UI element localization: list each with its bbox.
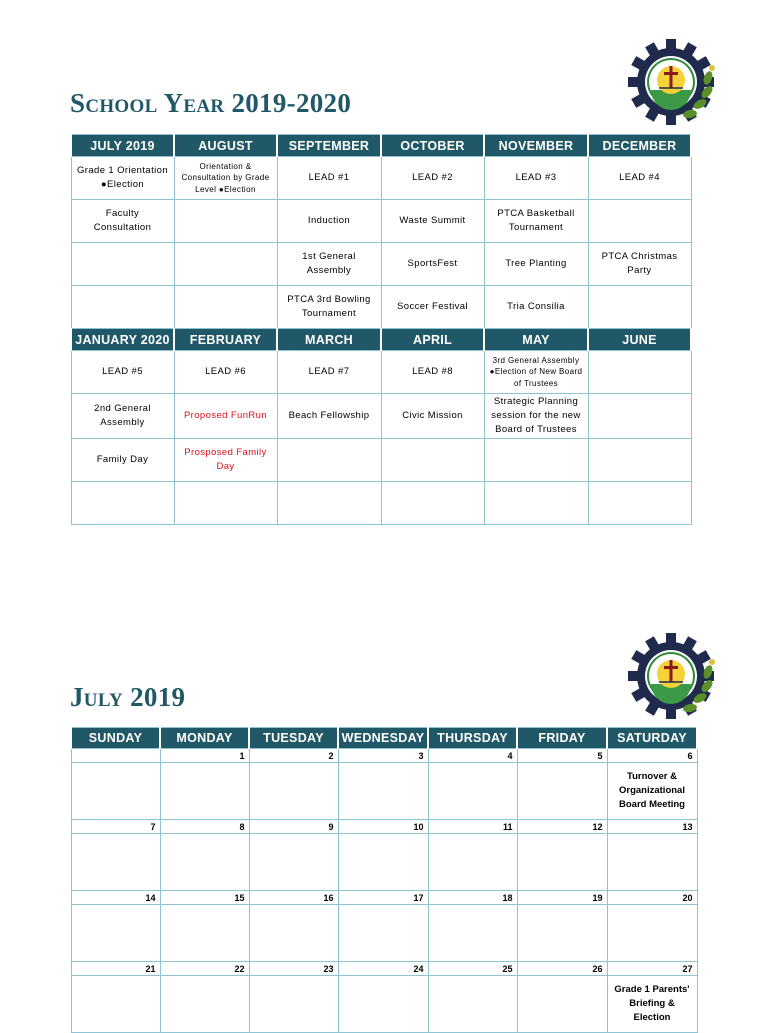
date-row [71,820,697,834]
event-cell: Orientation & Consultation by Grade Level ●Election [174,157,277,200]
school-logo [628,632,718,720]
event-cell: Tria Consilia [484,286,588,329]
weekday-header: TUESDAY [249,728,338,749]
event-cell [174,243,277,286]
month-header: JANUARY 2020 [71,329,174,351]
date-row [71,891,697,905]
july-calendar [70,727,698,1033]
event-cell: PTCA Christmas Party [588,243,691,286]
event-cell [277,482,381,525]
date-number: 10 [338,820,428,834]
date-number: 18 [428,891,517,905]
day-event [338,834,428,891]
event-cell: Beach Fellowship [277,394,381,439]
weekday-header: SATURDAY [607,728,697,749]
day-event [249,763,338,820]
day-event [160,763,249,820]
event-cell [588,200,691,243]
month-header: SEPTEMBER [277,135,381,157]
day-event: Grade 1 Parents' Briefing & Election [607,976,697,1033]
event-cell: PTCA 3rd Bowling Tournament [277,286,381,329]
day-event [249,834,338,891]
day-event [428,834,517,891]
event-cell: LEAD #5 [71,351,174,394]
month-header: MARCH [277,329,381,351]
day-event [517,905,607,962]
school-year-table [70,134,692,525]
date-number: 12 [517,820,607,834]
month-header: OCTOBER [381,135,484,157]
event-cell [174,482,277,525]
date-number: 20 [607,891,697,905]
date-number: 14 [71,891,160,905]
day-event [338,763,428,820]
month-header: JULY 2019 [71,135,174,157]
date-number: 1 [160,749,249,763]
day-event [71,834,160,891]
event-cell [277,439,381,482]
date-number: 16 [249,891,338,905]
weekday-header: FRIDAY [517,728,607,749]
event-row [71,763,697,820]
month-header: APRIL [381,329,484,351]
day-event: Turnover & Organizational Board Meeting [607,763,697,820]
month-header: DECEMBER [588,135,691,157]
event-cell: 3rd General Assembly ●Election of New Board of Trustees [484,351,588,394]
event-cell: LEAD #4 [588,157,691,200]
date-number [71,749,160,763]
event-row [71,905,697,962]
date-row [71,962,697,976]
event-cell: Faculty Consultation [71,200,174,243]
table-row [71,394,691,439]
table-row [71,439,691,482]
date-number: 27 [607,962,697,976]
july-title: July 2019 [70,682,186,712]
date-number: 4 [428,749,517,763]
weekday-header: MONDAY [160,728,249,749]
event-cell [588,286,691,329]
event-cell: Tree Planting [484,243,588,286]
event-cell: Strategic Planning session for the new Board of Trustees [484,394,588,439]
event-cell [484,439,588,482]
date-number: 15 [160,891,249,905]
event-cell: Soccer Festival [381,286,484,329]
event-cell [381,482,484,525]
event-cell: 1st General Assembly [277,243,381,286]
weekday-header: WEDNESDAY [338,728,428,749]
event-cell: PTCA Basketball Tournament [484,200,588,243]
event-cell [381,439,484,482]
event-cell [588,351,691,394]
day-event [160,905,249,962]
event-cell: LEAD #8 [381,351,484,394]
event-cell [588,482,691,525]
event-cell: LEAD #6 [174,351,277,394]
day-event [71,905,160,962]
table-row [71,286,691,329]
event-cell [174,200,277,243]
date-number: 8 [160,820,249,834]
table-row [71,200,691,243]
day-event [607,905,697,962]
day-event [160,834,249,891]
event-cell: SportsFest [381,243,484,286]
table-row [71,482,691,525]
date-number: 24 [338,962,428,976]
table-row [71,157,691,200]
date-number: 23 [249,962,338,976]
date-number: 22 [160,962,249,976]
event-cell: Family Day [71,439,174,482]
day-event [428,763,517,820]
date-number: 26 [517,962,607,976]
event-cell [71,243,174,286]
date-number: 25 [428,962,517,976]
school-logo [628,38,718,126]
event-cell [484,482,588,525]
event-cell: Civic Mission [381,394,484,439]
date-row [71,749,697,763]
event-cell-proposed: Prosposed Family Day [174,439,277,482]
date-number: 2 [249,749,338,763]
date-number: 17 [338,891,428,905]
day-event [428,905,517,962]
month-header: NOVEMBER [484,135,588,157]
month-header: FEBRUARY [174,329,277,351]
day-event [338,905,428,962]
table-row [71,243,691,286]
event-cell: LEAD #7 [277,351,381,394]
event-row [71,834,697,891]
table-row [71,351,691,394]
weekday-header: THURSDAY [428,728,517,749]
event-cell [71,482,174,525]
event-cell: Grade 1 Orientation ●Election [71,157,174,200]
date-number: 6 [607,749,697,763]
event-cell: Waste Summit [381,200,484,243]
event-cell: Induction [277,200,381,243]
date-number: 7 [71,820,160,834]
date-number: 9 [249,820,338,834]
date-number: 21 [71,962,160,976]
weekday-header: SUNDAY [71,728,160,749]
day-event [517,763,607,820]
date-number: 19 [517,891,607,905]
day-event [607,834,697,891]
date-number: 5 [517,749,607,763]
day-event [249,905,338,962]
month-header: MAY [484,329,588,351]
event-cell: LEAD #1 [277,157,381,200]
event-cell [588,394,691,439]
event-cell: 2nd General Assembly [71,394,174,439]
event-cell [174,286,277,329]
month-header: JUNE [588,329,691,351]
date-number: 11 [428,820,517,834]
date-number: 13 [607,820,697,834]
event-cell-proposed: Proposed FunRun [174,394,277,439]
event-cell [588,439,691,482]
day-event [517,834,607,891]
event-cell: LEAD #2 [381,157,484,200]
event-cell [71,286,174,329]
day-event [71,763,160,820]
event-cell: LEAD #3 [484,157,588,200]
school-year-title: School Year 2019-2020 [70,88,352,118]
date-number: 3 [338,749,428,763]
month-header: AUGUST [174,135,277,157]
